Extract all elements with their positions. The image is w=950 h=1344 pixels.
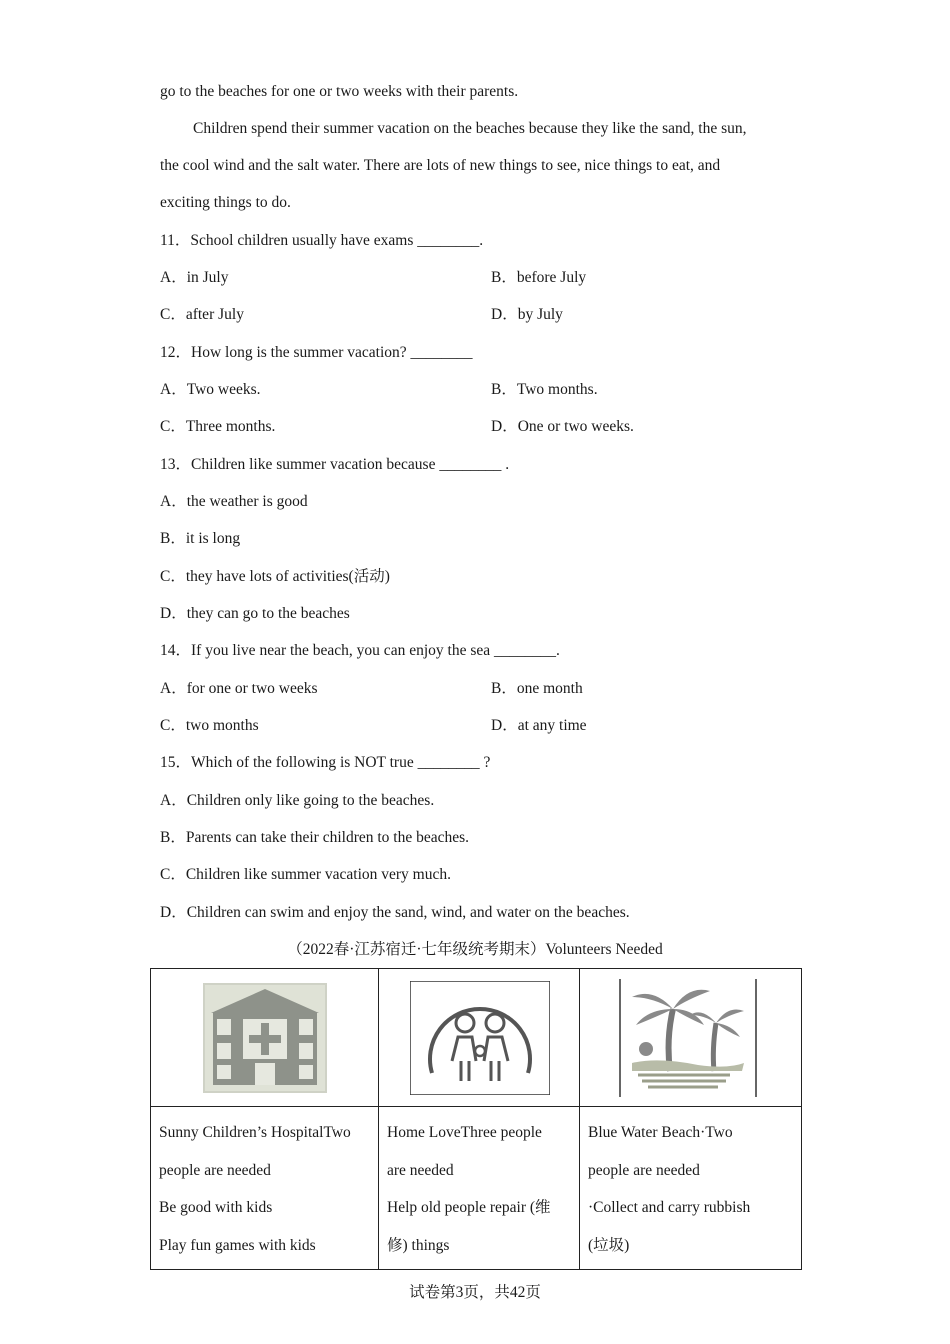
page-footer: 试卷第3页，共42页 (409, 1284, 541, 1301)
option-b: B．Two months. (491, 381, 598, 398)
section-title: （2022春·江苏宿迁·七年级统考期末）Volunteers Needed (287, 941, 663, 958)
hospital-building-icon (203, 983, 327, 1093)
option-c: C．they have lots of activities(活动) (160, 568, 390, 585)
question-stem: 15．Which of the following is NOT true ________ ? (160, 754, 491, 771)
passage-line: exciting things to do. (160, 194, 291, 211)
cell-line: Sunny Children’s HospitalTwo (159, 1124, 351, 1141)
cell-line: people are needed (588, 1161, 700, 1179)
option-c: C．Children like summer vacation very much. (160, 866, 451, 883)
palm-beach-icon (618, 979, 758, 1097)
question-stem: 14．If you live near the beach, you can enjoy the sea ________. (160, 642, 560, 659)
option-d: D．they can go to the beaches (160, 605, 350, 622)
cell-line: are needed (387, 1161, 454, 1179)
passage-line: the cool wind and the salt water. There are lots of new things to see, nice things to eat, and (160, 157, 721, 174)
volunteers-table (150, 968, 802, 1270)
volunteer-info-cell (379, 1107, 580, 1270)
cell-line: ·Collect and carry rubbish (588, 1199, 751, 1216)
option-c: C．two months (160, 717, 259, 734)
option-b: B．one month (491, 680, 583, 697)
option-d: D．by July (491, 306, 563, 323)
volunteer-info-cell (580, 1107, 802, 1270)
cell-line: Blue Water Beach·Two (588, 1124, 733, 1141)
image-cell (379, 969, 580, 1107)
option-a: A．Two weeks. (160, 381, 261, 398)
question-stem: 11．School children usually have exams ________. (160, 232, 484, 249)
cell-line: Help old people repair (维 (387, 1199, 551, 1216)
option-a: A．in July (160, 269, 229, 286)
option-a: A．for one or two weeks (160, 680, 318, 697)
question-stem: 12．How long is the summer vacation? ________ (160, 344, 473, 361)
family-people-icon (410, 981, 550, 1095)
option-a: A．Children only like going to the beaches. (160, 792, 435, 809)
option-d: D．Children can swim and enjoy the sand, wind, and water on the beaches. (160, 904, 630, 921)
option-c: C．after July (160, 306, 244, 323)
cell-line: Home LoveThree people (387, 1124, 542, 1141)
option-d: D．at any time (491, 717, 587, 734)
image-cell (580, 969, 802, 1107)
cell-line: 修) things (387, 1236, 450, 1254)
cell-line: people are needed (159, 1161, 271, 1179)
passage-line: Children spend their summer vacation on the beaches because they like the sand, the sun, (193, 120, 747, 137)
option-d: D．One or two weeks. (491, 418, 634, 435)
option-c: C．Three months. (160, 418, 276, 435)
image-cell (151, 969, 379, 1107)
volunteer-info-cell (151, 1107, 379, 1270)
cell-line: (垃圾) (588, 1236, 630, 1254)
question-stem: 13．Children like summer vacation because ________ . (160, 456, 510, 473)
option-b: B．it is long (160, 530, 241, 547)
cell-line: Be good with kids (159, 1199, 273, 1216)
option-b: B．before July (491, 269, 587, 286)
passage-line: go to the beaches for one or two weeks with their parents. (160, 83, 519, 100)
option-b: B．Parents can take their children to the beaches. (160, 829, 470, 846)
cell-line: Play fun games with kids (159, 1236, 316, 1254)
option-a: A．the weather is good (160, 493, 308, 510)
